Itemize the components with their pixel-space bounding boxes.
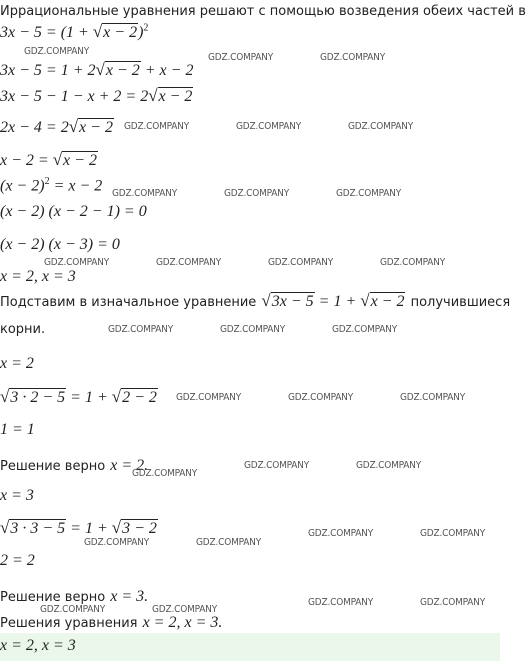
equation-2: 3x − 5 = 1 + 2√x − 2 + x − 2: [0, 60, 194, 79]
watermark: GDZ.COMPANY: [348, 121, 414, 132]
watermark: GDZ.COMPANY: [380, 257, 446, 268]
solutions-line: Решения уравнения x = 2, x = 3.: [0, 614, 223, 631]
watermark: GDZ.COMPANY: [220, 324, 286, 335]
watermark: GDZ.COMPANY: [268, 257, 334, 268]
watermark: GDZ.COMPANY: [40, 604, 106, 615]
watermark: GDZ.COMPANY: [132, 468, 198, 479]
watermark: GDZ.COMPANY: [332, 324, 398, 335]
equation-6: $(x - 2)^2 = x - 2$: [0, 176, 103, 195]
equation-5: x − 2 = √x − 2: [0, 150, 97, 169]
equality-1: 1 = 1: [0, 421, 35, 438]
equation-9: x = 2, x = 3: [0, 268, 76, 285]
watermark: GDZ.COMPANY: [108, 324, 174, 335]
watermark: GDZ.COMPANY: [156, 257, 222, 268]
roots-text: корни.: [0, 322, 46, 337]
final-answer: x = 2, x = 3: [0, 637, 76, 654]
check-1: √3 · 2 − 5 = 1 + √2 − 2: [0, 387, 157, 406]
watermark: GDZ.COMPANY: [196, 537, 262, 548]
x-equals-3: x = 3: [0, 487, 34, 504]
watermark: GDZ.COMPANY: [400, 392, 466, 403]
watermark: GDZ.COMPANY: [356, 460, 422, 471]
equality-2: 2 = 2: [0, 552, 35, 569]
watermark: GDZ.COMPANY: [224, 188, 290, 199]
equation-3: 3x − 5 − 1 − x + 2 = 2√x − 2: [0, 86, 193, 105]
equation-4: 2x − 4 = 2√x − 2: [0, 117, 113, 136]
equation-7: (x − 2) (x − 2 − 1) = 0: [0, 203, 147, 220]
check-2: √3 · 3 − 5 = 1 + √3 − 2: [0, 518, 157, 537]
watermark: GDZ.COMPANY: [336, 188, 402, 199]
watermark: GDZ.COMPANY: [152, 604, 218, 615]
watermark: GDZ.COMPANY: [24, 46, 90, 57]
watermark: GDZ.COMPANY: [308, 528, 374, 539]
watermark: GDZ.COMPANY: [176, 392, 242, 403]
substitute-line: Подставим в изначальное уравнение √3x − 5 = 1 + √x − 2 получившиеся: [0, 291, 511, 310]
x-equals-2: x = 2: [0, 355, 34, 372]
watermark: GDZ.COMPANY: [308, 597, 374, 608]
watermark: GDZ.COMPANY: [288, 392, 354, 403]
watermark: GDZ.COMPANY: [208, 52, 274, 63]
radical: √x − 2: [92, 22, 138, 41]
watermark: GDZ.COMPANY: [84, 537, 150, 548]
equation-8: (x − 2) (x − 3) = 0: [0, 236, 120, 253]
correct-line-2: Решение верно x = 3.: [0, 588, 149, 605]
watermark: GDZ.COMPANY: [420, 528, 486, 539]
watermark: GDZ.COMPANY: [420, 597, 486, 608]
watermark: GDZ.COMPANY: [124, 121, 190, 132]
watermark: GDZ.COMPANY: [236, 121, 302, 132]
watermark: GDZ.COMPANY: [244, 460, 310, 471]
watermark: GDZ.COMPANY: [112, 188, 178, 199]
watermark: GDZ.COMPANY: [320, 52, 386, 63]
watermark: GDZ.COMPANY: [44, 257, 110, 268]
equation-1: $3x - 5 = (1 + √x - 2)^2$: [0, 22, 149, 41]
intro-text: Иррациональные уравнения решают с помощью возведения обеих частей в: [0, 4, 526, 19]
correct-line-1: Решение верно x = 2.: [0, 457, 149, 474]
